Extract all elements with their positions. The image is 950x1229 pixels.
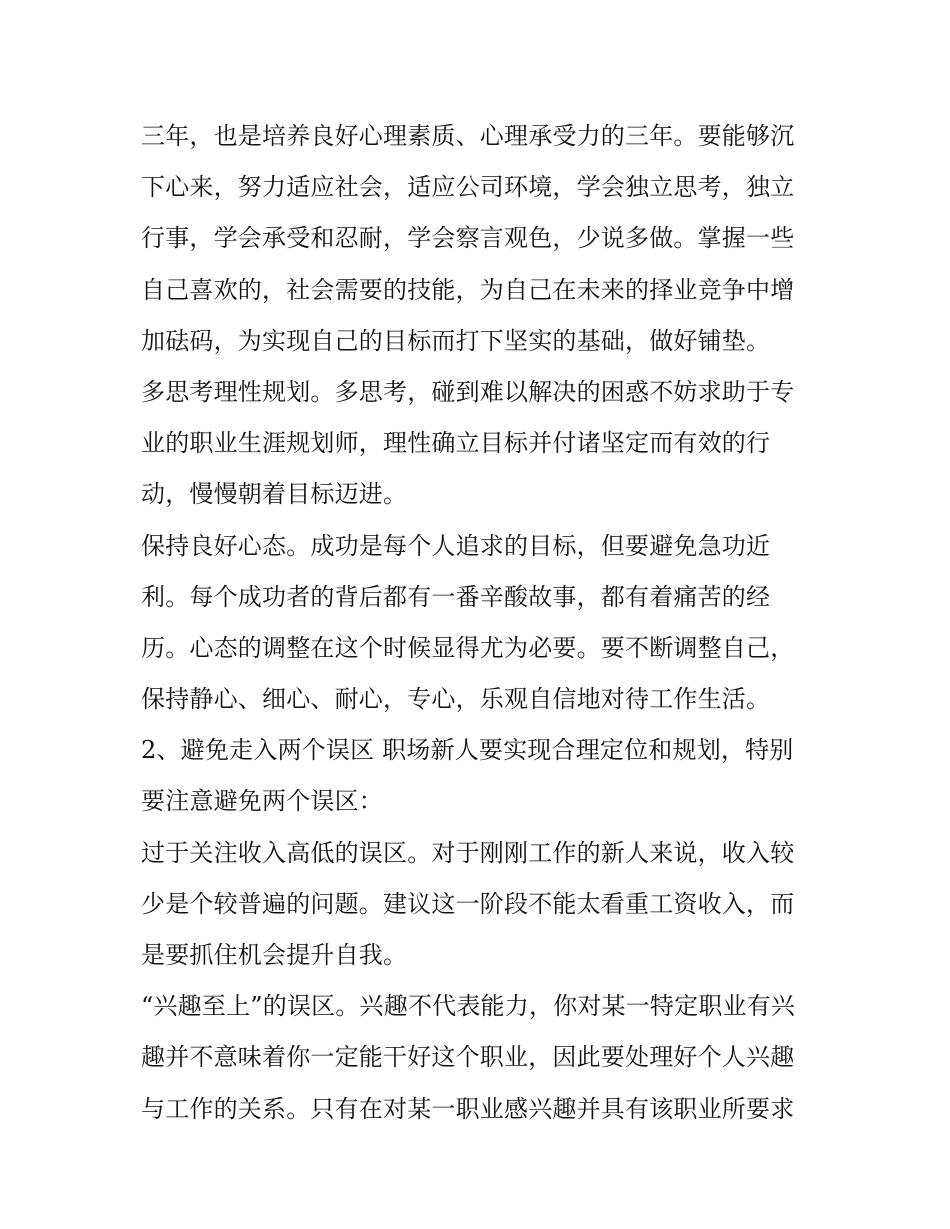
text-line: 保持良好心态。成功是每个人追求的目标，但要避免急功近 — [141, 531, 771, 560]
text-line: 历。心态的调整在这个时候显得尤为必要。要不断调整自己， — [141, 633, 795, 662]
text-line: 保持静心、细心、耐心，专心，乐观自信地对待工作生活。 — [141, 685, 771, 714]
text-line: 与工作的关系。只有在对某一职业感兴趣并具有该职业所要求 — [141, 1094, 795, 1123]
text-line: 趣并不意味着你一定能干好这个职业，因此要处理好个人兴趣 — [141, 1043, 795, 1072]
text-line: 自己喜欢的，社会需要的技能，为自己在未来的择业竞争中增 — [141, 275, 795, 304]
text-line: 下心来，努力适应社会，适应公司环境，学会独立思考，独立 — [141, 173, 795, 202]
text-line: 加砝码，为实现自己的目标而打下坚实的基础，做好铺垫。 — [141, 326, 771, 355]
text-line: 多思考理性规划。多思考，碰到难以解决的困惑不妨求助于专 — [141, 377, 795, 406]
text-line: 是要抓住机会提升自我。 — [141, 941, 408, 969]
text-line: 业的职业生涯规划师，理性确立目标并付诸坚定而有效的行 — [141, 429, 771, 458]
text-line: 过于关注收入高低的误区。对于刚刚工作的新人来说，收入较 — [141, 838, 795, 867]
text-line: 行事，学会承受和忍耐，学会察言观色，少说多做。掌握一些 — [141, 224, 795, 253]
document-body — [141, 111, 821, 1135]
text-line: 少是个较普遍的问题。建议这一阶段不能太看重工资收入，而 — [141, 889, 795, 918]
text-line: 利。每个成功者的背后都有一番辛酸故事，都有着痛苦的经 — [141, 582, 771, 611]
text-line: “兴趣至上”的误区。兴趣不代表能力，你对某一特定职业有兴 — [141, 992, 796, 1021]
text-line: 要注意避免两个误区： — [141, 787, 383, 816]
text-line: 2、避免走入两个误区 职场新人要实现合理定位和规划，特别 — [141, 736, 794, 765]
text-line: 动，慢慢朝着目标迈进。 — [141, 480, 408, 509]
text-line: 三年，也是培养良好心理素质、心理承受力的三年。要能够沉 — [141, 122, 795, 150]
